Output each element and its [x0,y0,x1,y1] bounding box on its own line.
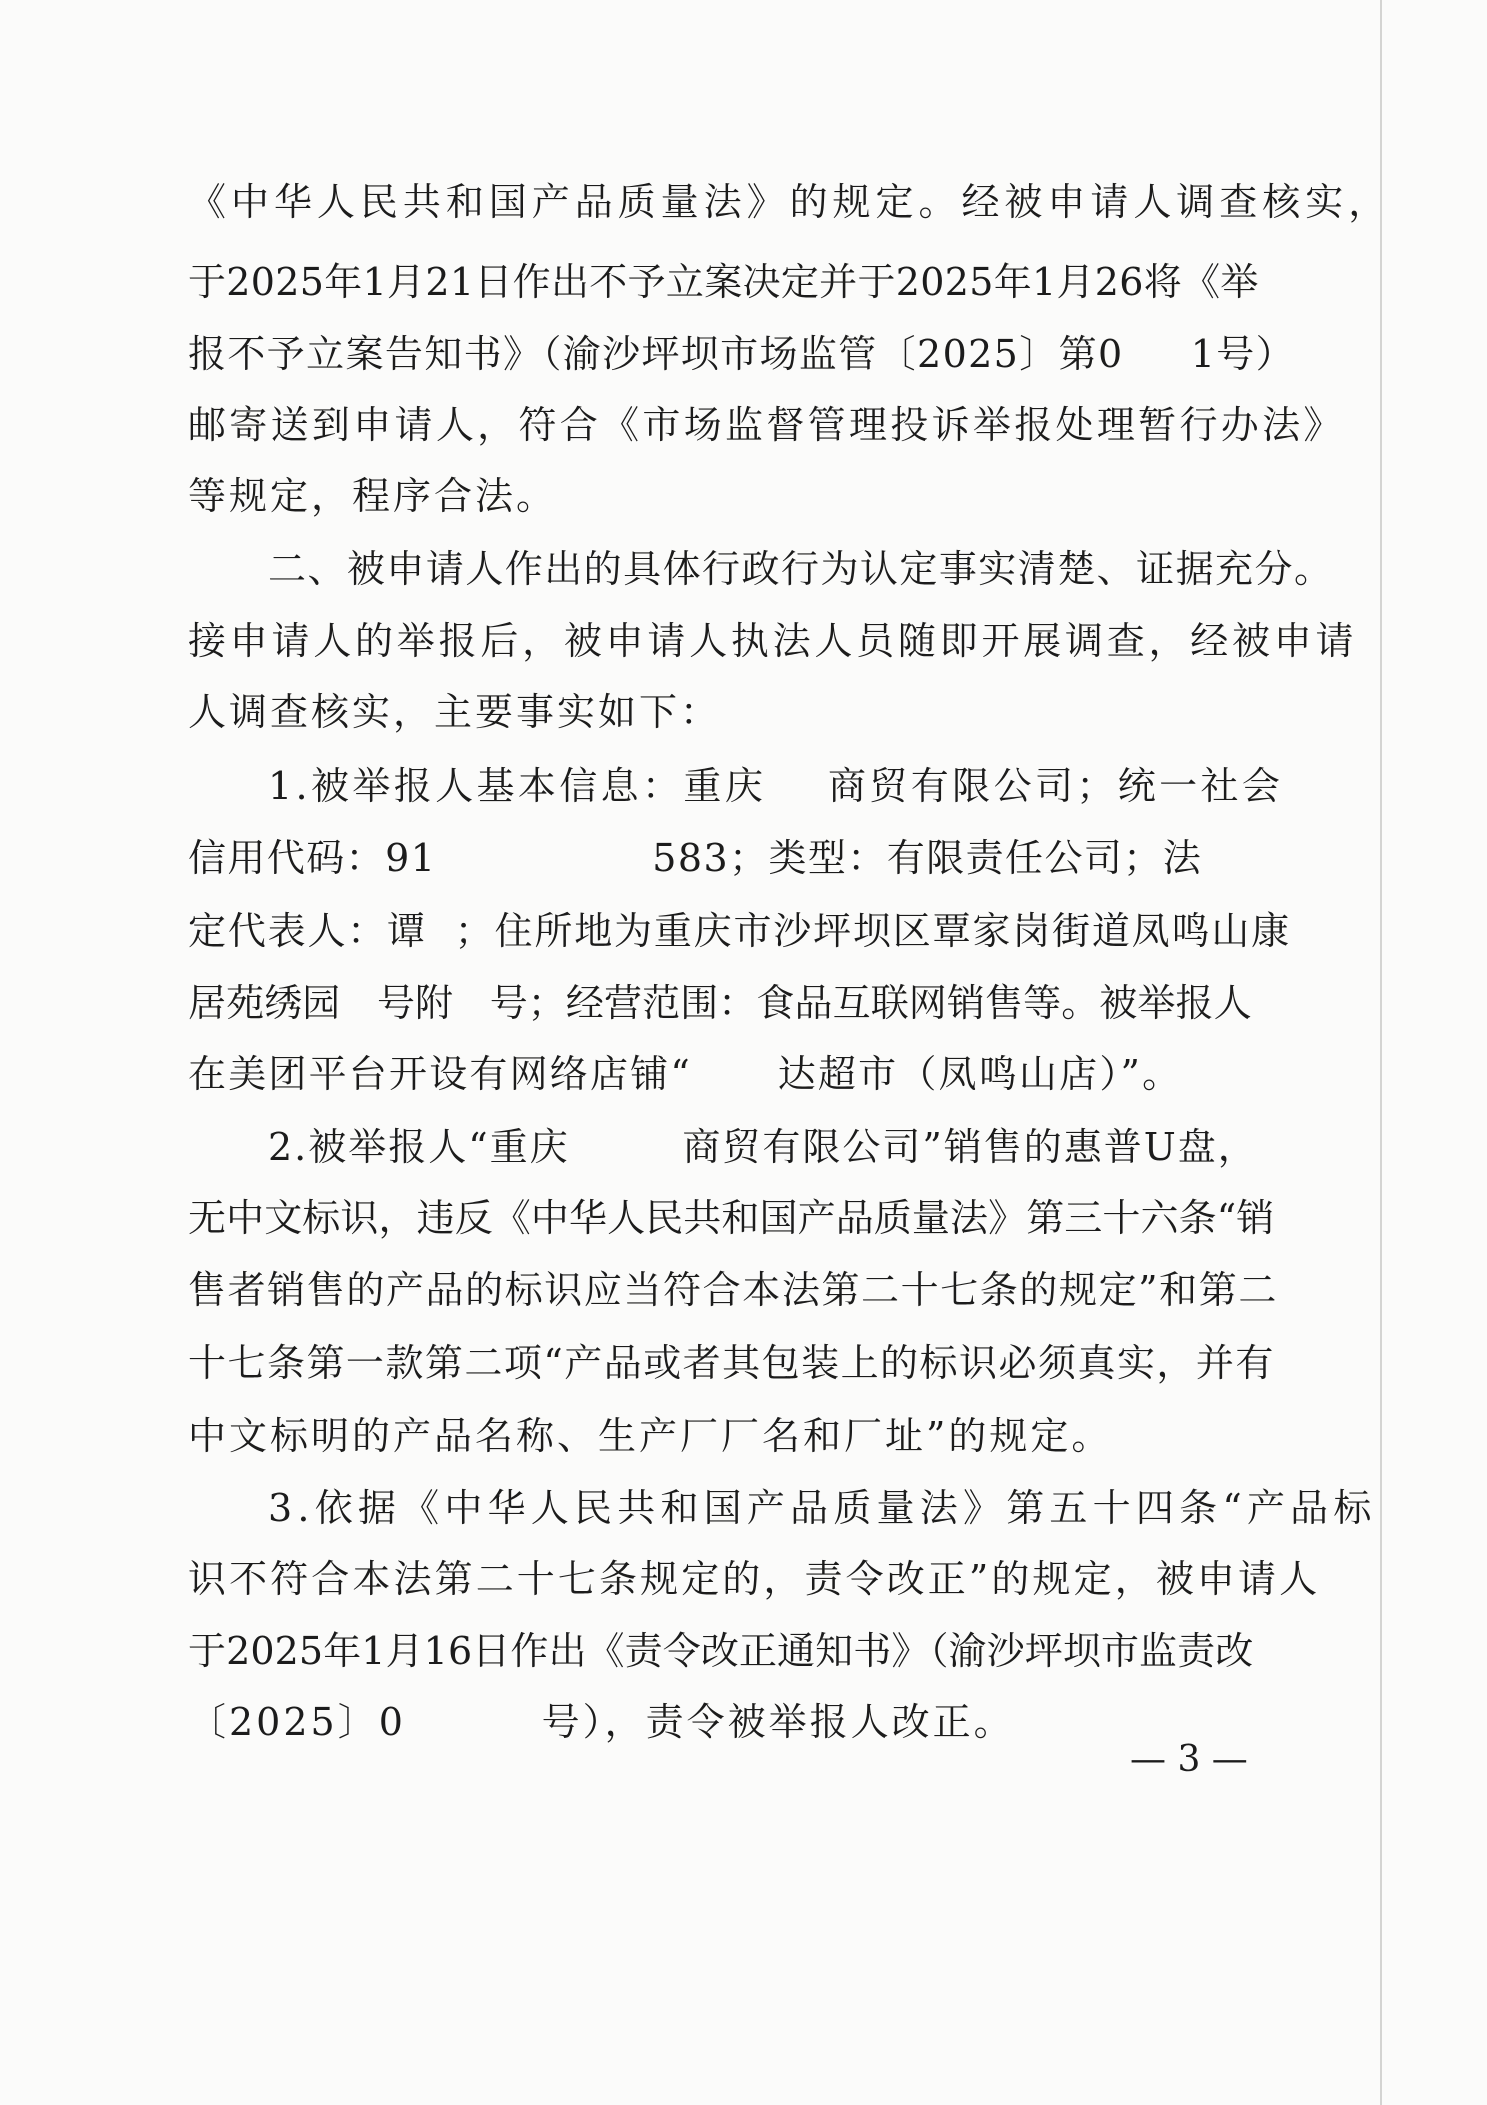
paragraph-line [188,1629,1253,1673]
text-run: 报不予立案告知书》（渝沙坪坝市场监管〔2025〕第0 [188,332,1124,376]
text-run: 等规定，程序合法。 [188,474,558,518]
redacted-space [1124,332,1191,376]
paragraph-line [188,836,1202,880]
text-run: 定代表人：谭 [188,909,427,953]
paragraph-line [188,1196,1274,1240]
paragraph-line [188,619,1357,663]
text-run: 中文标明的产品名称、生产厂厂名和厂址”的规定。 [188,1414,1113,1458]
text-run: 居苑绣园 [188,981,341,1025]
text-run: 于2025年1月21日作出不予立案决定并于2025年1月26将《举 [188,260,1259,304]
text-run: 1.被举报人基本信息：重庆 [268,764,767,808]
text-run: 二、被申请人作出的具体行政行为认定事实清楚、证据充分。 [268,547,1334,591]
page-number: — 3 — [1130,1739,1248,1780]
text-run: 十七条第一款第二项“产品或者其包装上的标识必须真实，并有 [188,1341,1275,1385]
text-run: 达超市（凤鸣山店）”。 [777,1052,1183,1096]
text-run: 《中华人民共和国产品质量法》的规定。经被申请人调查核实， [188,180,1392,224]
paragraph-line [188,1700,1015,1744]
paragraph-line [188,260,1259,304]
text-run: 邮寄送到申请人，符合《市场监督管理投诉举报处理暂行办法》 [188,403,1345,447]
redacted-space [427,909,455,953]
redacted-space [406,1700,542,1744]
paragraph-line [188,1052,1182,1096]
text-run: 〔2025〕0 [188,1700,406,1744]
redacted-space [692,1052,778,1096]
paragraph-line [188,690,721,734]
text-run: 号），责令被举报人改正。 [541,1700,1015,1744]
text-run: 号附 [376,981,454,1025]
redacted-space [436,836,652,880]
paragraph-line [268,1125,1258,1169]
text-run: 售者销售的产品的标识应当符合本法第二十七条的规定”和第二 [188,1268,1278,1312]
text-run: 于2025年1月16日作出《责令改正通知书》（渝沙坪坝市监责改 [188,1629,1254,1673]
paragraph-line [188,981,1252,1025]
redacted-space [340,981,377,1025]
text-run: 人调查核实，主要事实如下： [188,690,722,734]
paragraph-line [188,474,557,518]
text-run: 商贸有限公司”销售的惠普U盘， [682,1125,1258,1169]
text-run: 在美团平台开设有网络店铺“ [188,1052,693,1096]
text-run: 接申请人的举报后，被申请人执法人员随即开展调查，经被申请 [188,619,1358,663]
redacted-space [570,1125,683,1169]
paragraph-line [188,332,1295,376]
paragraph-line [188,180,1391,224]
paragraph-line [268,1486,1377,1530]
paragraph-line [188,1268,1278,1312]
text-run: 3.依据《中华人民共和国产品质量法》第五十四条“产品标 [268,1486,1377,1530]
text-run: 1号） [1190,332,1296,376]
text-run: 商贸有限公司；统一社会 [828,764,1284,808]
text-run: 信用代码：91 [188,836,437,880]
text-run: ；住所地为重庆市沙坪坝区覃家岗街道凤鸣山康 [454,909,1291,953]
paragraph-line [188,909,1291,953]
text-run: 2.被举报人“重庆 [268,1125,570,1169]
paragraph-line [188,1341,1275,1385]
paragraph-line [188,1557,1320,1601]
paragraph-line [268,764,1283,808]
paragraph-line [188,1414,1112,1458]
redacted-space [453,981,490,1025]
section-heading [268,547,1333,591]
text-run: 无中文标识，违反《中华人民共和国产品质量法》第三十六条“销 [188,1196,1275,1240]
scan-edge-line [1380,0,1382,2105]
text-run: 号；经营范围：食品互联网销售等。被举报人 [489,981,1252,1025]
text-run: 识不符合本法第二十七条规定的，责令改正”的规定，被申请人 [188,1557,1321,1601]
paragraph-line [188,403,1345,447]
redacted-space [766,764,828,808]
text-run: 583；类型：有限责任公司；法 [652,836,1203,880]
